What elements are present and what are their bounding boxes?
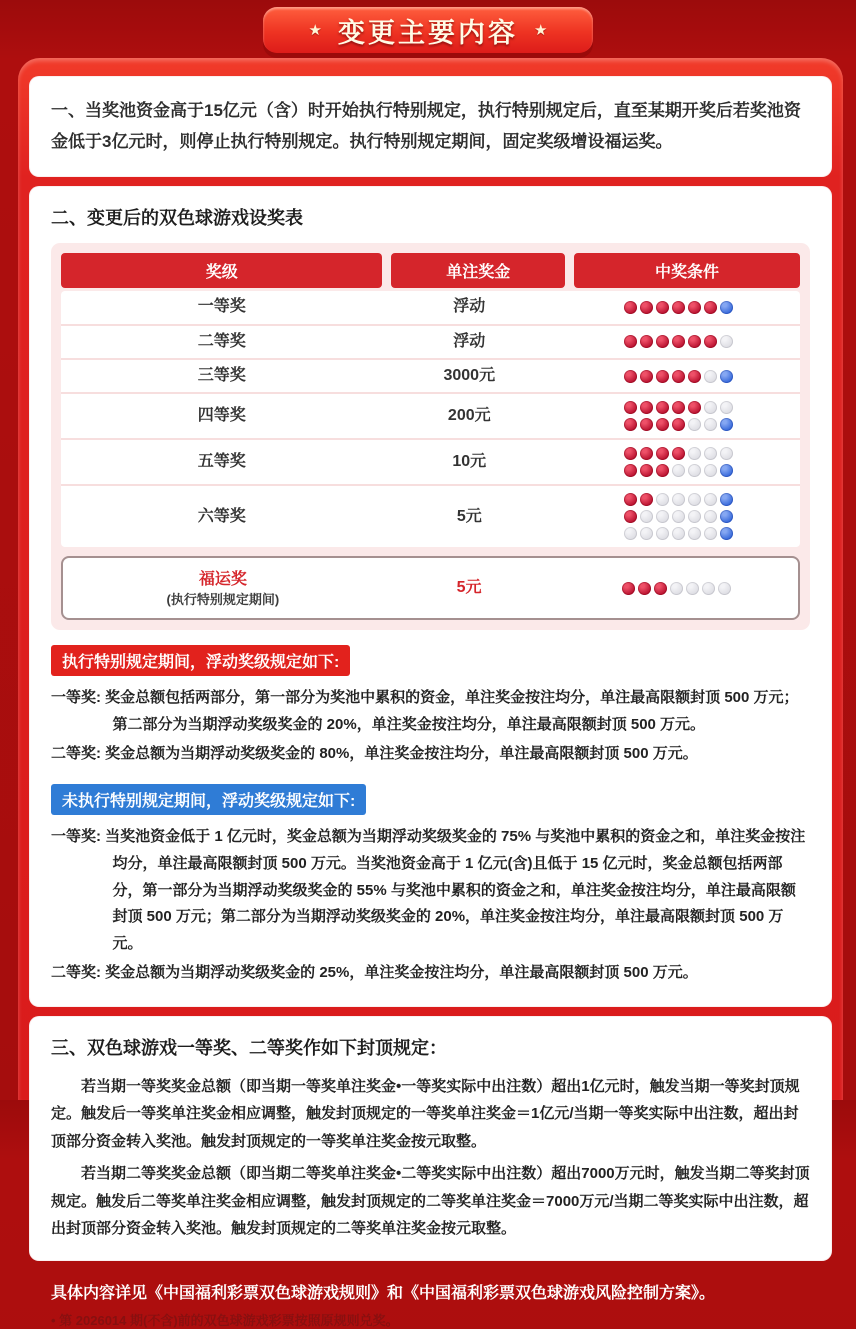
prize-level: 福运奖 (198, 571, 247, 589)
gray-ball-icon (718, 582, 731, 595)
red-ball-icon (638, 582, 651, 595)
winning-condition-cell (555, 580, 798, 597)
winning-condition-cell (556, 368, 800, 385)
blue-ball-icon (720, 493, 733, 506)
prize-amount: 浮动 (453, 298, 486, 316)
ball-row (624, 418, 733, 431)
star-icon: ★ (308, 22, 322, 39)
red-ball-icon (672, 335, 685, 348)
prize-level-cell (61, 331, 382, 353)
red-ball-icon (640, 301, 653, 314)
table-row (61, 360, 800, 394)
red-ball-icon (654, 582, 667, 595)
table-row (61, 291, 800, 325)
prize-level: 二等奖 (197, 332, 246, 350)
red-ball-icon (624, 401, 637, 414)
normal-rules (51, 824, 810, 986)
gray-ball-icon (640, 527, 653, 540)
page-title: 变更主要内容 (338, 17, 518, 48)
prize-table-special-row (61, 556, 800, 620)
ball-row (624, 493, 733, 506)
gray-ball-icon (702, 582, 715, 595)
red-ball-icon (640, 493, 653, 506)
red-ball-icon (624, 510, 637, 523)
normal-rule-paragraph: 二等奖: 奖金总额为当期浮动奖级奖金的 25%，单注奖金按注均分，单注最高限额封顶 500 万元。 (51, 963, 698, 981)
ball-row (622, 582, 731, 595)
prize-level-cell (61, 365, 382, 387)
ball-row (624, 464, 733, 477)
red-ball-icon (672, 418, 685, 431)
ball-row (624, 301, 733, 314)
gray-ball-icon (720, 335, 733, 348)
prize-level: 六等奖 (197, 507, 246, 525)
prize-level: 三等奖 (197, 366, 246, 384)
gray-ball-icon (704, 493, 717, 506)
gray-ball-icon (704, 464, 717, 477)
blue-ball-icon (720, 510, 733, 523)
red-ball-icon (656, 335, 669, 348)
section-2-card (29, 186, 832, 1006)
blue-ball-icon (720, 527, 733, 540)
prize-amount-cell (382, 296, 556, 318)
cap-rule-paragraph: 若当期二等奖奖金总额（即当期二等奖单注奖金•二等奖实际中出注数）超出7000万元时，触发当期二等奖封顶规定。触发后二等奖单注奖金相应调整，触发封顶规定的二等奖单注奖金＝7000万元/当期二等奖实际中出注数，超出封顶部分资金转入奖池。触发封顶规定的二等奖单注奖金按元取整。 (51, 1164, 810, 1238)
red-ball-icon (688, 335, 701, 348)
red-ball-icon (656, 401, 669, 414)
red-ball-icon (624, 335, 637, 348)
prize-amount-cell (382, 331, 556, 353)
gray-ball-icon (704, 418, 717, 431)
footer-reference-text: 具体内容详见《中国福利彩票双色球游戏规则》和《中国福利彩票双色球游戏风险控制方案》。 (51, 1285, 716, 1303)
gray-ball-icon (624, 527, 637, 540)
gray-ball-icon (640, 510, 653, 523)
red-ball-icon (624, 447, 637, 460)
prize-level-cell (61, 405, 382, 427)
gray-ball-icon (672, 493, 685, 506)
gray-ball-icon (720, 401, 733, 414)
gray-ball-icon (670, 582, 683, 595)
prize-amount: 浮动 (453, 332, 486, 350)
blue-ball-icon (720, 301, 733, 314)
section-1-text: 一、当奖池资金高于15亿元（含）时开始执行特别规定，执行特别规定后，直至某期开奖后若奖池资金低于3亿元时，则停止执行特别规定。执行特别规定期间，固定奖级增设福运奖。 (51, 101, 801, 151)
red-ball-icon (640, 464, 653, 477)
winning-condition-cell (556, 399, 800, 433)
red-ball-icon (656, 464, 669, 477)
section-1-card (29, 76, 832, 177)
prize-amount: 10元 (452, 453, 487, 471)
title-ribbon (263, 7, 593, 53)
special-rule-paragraph: 一等奖: 奖金总额包括两部分，第一部分为奖池中累积的资金，单注奖金按注均分，单注最高限额封顶 500 万元；第二部分为当期浮动奖级奖金的 20%，单注奖金按注均分，单注最高限额封顶 500 万元。 (51, 689, 799, 734)
red-ball-icon (672, 301, 685, 314)
gray-ball-icon (720, 447, 733, 460)
gray-ball-icon (672, 464, 685, 477)
winning-condition-cell (556, 333, 800, 350)
red-ball-icon (624, 493, 637, 506)
gray-ball-icon (688, 510, 701, 523)
gray-ball-icon (688, 493, 701, 506)
prize-level: 四等奖 (197, 407, 246, 425)
red-ball-icon (640, 370, 653, 383)
red-ball-icon (656, 418, 669, 431)
table-row (61, 326, 800, 360)
special-rules-badge: 执行特别规定期间，浮动奖级规定如下: (51, 645, 350, 676)
footer (29, 1270, 832, 1329)
red-ball-icon (704, 335, 717, 348)
main-container (18, 58, 843, 1329)
table-row (63, 564, 798, 612)
prize-amount: 5元 (456, 579, 482, 597)
red-ball-icon (640, 335, 653, 348)
prize-table-body (61, 291, 800, 547)
prize-amount-cell (382, 506, 556, 528)
prize-table-header (61, 253, 800, 288)
gray-ball-icon (656, 527, 669, 540)
star-icon: ★ (534, 22, 548, 39)
prize-level-cell (61, 451, 382, 473)
gray-ball-icon (688, 527, 701, 540)
prize-amount: 200元 (447, 407, 491, 425)
red-ball-icon (688, 370, 701, 383)
gray-ball-icon (672, 510, 685, 523)
footer-note-text: • 第 2026014 期(不含)前的双色球游戏彩票按照原规则兑奖。 (51, 1313, 399, 1329)
gray-ball-icon (704, 447, 717, 460)
red-ball-icon (672, 447, 685, 460)
prize-level-sublabel: (执行特别规定期间) (166, 591, 280, 607)
ball-row (624, 401, 733, 414)
winning-condition-cell (556, 491, 800, 542)
gray-ball-icon (704, 401, 717, 414)
red-ball-icon (622, 582, 635, 595)
prize-amount: 5元 (456, 507, 482, 525)
red-ball-icon (624, 418, 637, 431)
column-header-prize: 单注奖金 (391, 253, 565, 288)
red-ball-icon (688, 401, 701, 414)
winning-condition-cell (556, 299, 800, 316)
red-ball-icon (624, 301, 637, 314)
prize-level: 五等奖 (197, 453, 246, 471)
prize-amount-cell (383, 577, 556, 599)
table-row (61, 486, 800, 547)
prize-level-cell (63, 569, 383, 607)
section-3-paragraphs (51, 1073, 810, 1244)
special-rules (51, 685, 810, 767)
gray-ball-icon (704, 370, 717, 383)
red-ball-icon (640, 401, 653, 414)
gray-ball-icon (686, 582, 699, 595)
blue-ball-icon (720, 370, 733, 383)
prize-amount-cell (382, 365, 556, 387)
cap-rule-paragraph: 若当期一等奖奖金总额（即当期一等奖单注奖金•一等奖实际中出注数）超出1亿元时，触发当期一等奖封顶规定。触发后一等奖单注奖金相应调整，触发封顶规定的一等奖单注奖金＝1亿元/当期一等奖实际中出注数，超出封顶部分资金转入奖池。触发封顶规定的一等奖单注奖金按元取整。 (51, 1077, 800, 1151)
gray-ball-icon (688, 418, 701, 431)
prize-level-cell (61, 296, 382, 318)
red-ball-icon (640, 418, 653, 431)
gray-ball-icon (656, 493, 669, 506)
section-2-heading: 二、变更后的双色球游戏设奖表 (51, 208, 303, 229)
prize-level-cell (61, 506, 382, 528)
red-ball-icon (656, 301, 669, 314)
red-ball-icon (672, 370, 685, 383)
section-3-heading: 三、双色球游戏一等奖、二等奖作如下封顶规定： (51, 1037, 447, 1058)
gray-ball-icon (672, 527, 685, 540)
column-header-condition: 中奖条件 (574, 253, 800, 288)
normal-rule-paragraph: 一等奖: 当奖池资金低于 1 亿元时，奖金总额为当期浮动奖级奖金的 75% 与奖池中累积的资金之和，单注奖金按注均分，单注最高限额封顶 500 万元。当奖池资金高于 1 亿元(含)且低于 15 亿元时，奖金总额包括两部分，第一部分为当期浮动奖级奖金的 55% 与奖池中累积的资金之和，单注奖金按注均分，单注最高限额封顶 500 万元；第二部分为当期浮动奖级奖金的 20%，单注奖金按注均分，单注最高限额封顶 500 万元。 (51, 828, 806, 953)
red-ball-icon (704, 301, 717, 314)
red-ball-icon (640, 447, 653, 460)
prize-amount-cell (382, 451, 556, 473)
gray-ball-icon (704, 510, 717, 523)
special-rule-paragraph: 二等奖: 奖金总额为当期浮动奖级奖金的 80%，单注奖金按注均分，单注最高限额封顶 500 万元。 (51, 744, 698, 762)
gray-ball-icon (688, 464, 701, 477)
ball-row (624, 510, 733, 523)
gray-ball-icon (656, 510, 669, 523)
section-3-card (29, 1016, 832, 1262)
table-row (61, 394, 800, 440)
ball-row (624, 335, 733, 348)
gray-ball-icon (704, 527, 717, 540)
winning-condition-cell (556, 445, 800, 479)
red-ball-icon (688, 301, 701, 314)
red-ball-icon (672, 401, 685, 414)
red-ball-icon (656, 370, 669, 383)
ball-row (624, 370, 733, 383)
red-ball-icon (624, 370, 637, 383)
gray-ball-icon (688, 447, 701, 460)
normal-rules-badge: 未执行特别规定期间，浮动奖级规定如下: (51, 784, 366, 815)
column-header-level: 奖级 (61, 253, 382, 288)
prize-level: 一等奖 (197, 298, 246, 316)
table-row (61, 440, 800, 486)
red-ball-icon (656, 447, 669, 460)
blue-ball-icon (720, 418, 733, 431)
blue-ball-icon (720, 464, 733, 477)
ball-row (624, 527, 733, 540)
ball-row (624, 447, 733, 460)
prize-amount-cell (382, 405, 556, 427)
red-ball-icon (624, 464, 637, 477)
prize-amount: 3000元 (443, 366, 496, 384)
prize-table (51, 243, 810, 630)
